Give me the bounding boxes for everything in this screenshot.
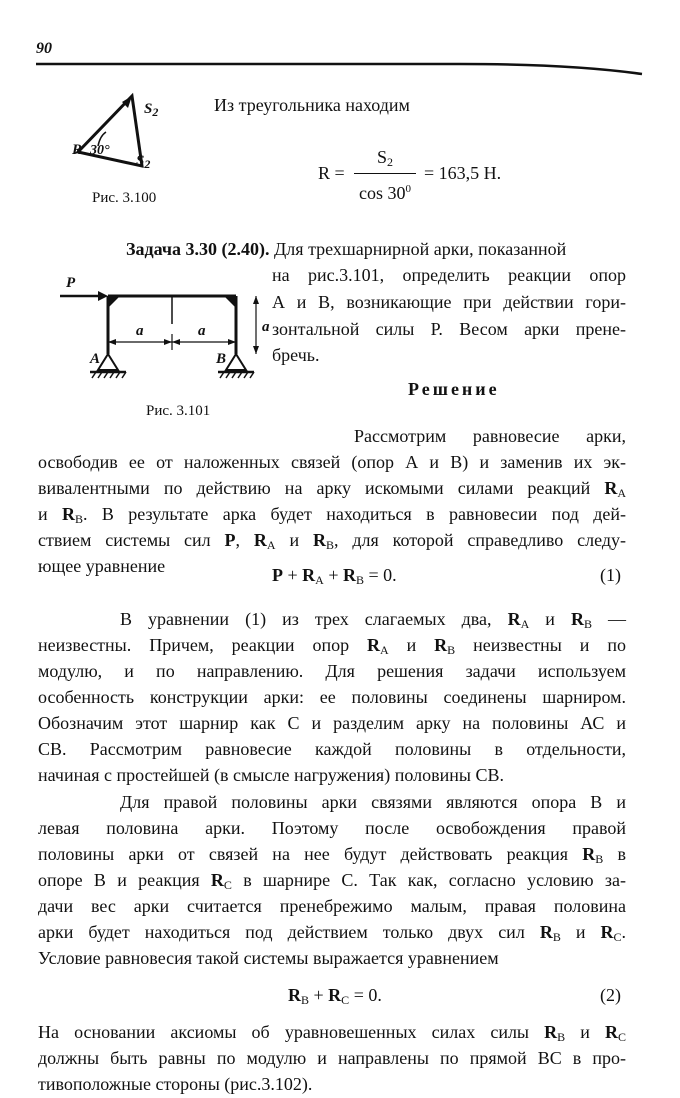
formula-numerator: $S_2$ bbox=[376, 147, 393, 169]
equation-2-number: (2) bbox=[600, 985, 621, 1005]
fig101-label-A: A bbox=[90, 351, 101, 367]
para2-line-6: СВ. Рассмотрим равновесие каждой половины в отдельности, bbox=[38, 739, 626, 759]
fig101-label-B: B bbox=[216, 351, 227, 367]
formula-denominator: $\cos 30^0$ bbox=[359, 183, 411, 203]
task-line-2: на рис.3.101, определить реакции опор bbox=[272, 265, 626, 285]
para3-line-5: дачи вес арки считается пренебрежимо малым, правая половина bbox=[38, 896, 626, 916]
para1-line-5: ствием системы сил P, $R_A$ и $R_B$, для которой справедливо следу- bbox=[38, 530, 626, 552]
para1-line-2: освободив ее от наложенных связей (опор А и В) и заменив их эк- bbox=[38, 452, 626, 472]
para2-line-5: Обозначим этот шарнир как С и разделим арку на половины АС и bbox=[38, 713, 626, 733]
para2-line-1: В уравнении (1) из трех слагаемых два, $R_A$ и $R_B$ — bbox=[120, 609, 627, 631]
equation-1-number: (1) bbox=[600, 565, 621, 585]
para2-line-2: неизвестны. Причем, реакции опор $R_A$ и $R_B$ неизвестны и по bbox=[38, 635, 626, 657]
para2-line-3: модулю, и по направлению. Для решения задачи используем bbox=[38, 661, 626, 681]
fig100-label-s2-bottom: $S_2$ bbox=[136, 153, 151, 171]
para3-line-3: половины арки от связей на нее будут действовать реакция $R_B$ в bbox=[38, 844, 626, 866]
solution-heading: Решение bbox=[408, 379, 500, 399]
para3-line-6: арки будет находиться под действием только двух сил $R_B$ и $R_C$. bbox=[38, 922, 626, 944]
figure-3-100 bbox=[70, 88, 180, 188]
para3-line-4: опоре В и реакция $R_C$ в шарнире С. Так как, согласно условию за- bbox=[38, 870, 627, 892]
para1-line-4: и $R_B$. В результате арка будет находиться в равновесии под дей- bbox=[38, 504, 626, 526]
fig100-label-angle: 30° bbox=[90, 143, 110, 158]
fig101-label-a-right: a bbox=[198, 323, 206, 339]
equation-1: $P + R_A + R_B = 0$. bbox=[272, 565, 397, 587]
page-number: 90 bbox=[36, 40, 52, 57]
para2-line-7: начиная с простейшей (в смысле нагружения) половины СВ. bbox=[38, 765, 504, 785]
task-line-3: А и В, возникающие при действии гори- bbox=[272, 292, 626, 312]
para3-line-2: левая половина арки. Поэтому после освобождения правой bbox=[38, 818, 626, 838]
para3-line-1: Для правой половины арки связями являются опора В и bbox=[120, 792, 626, 812]
task-line-1: Задача 3.30 (2.40). Для трехшарнирной арки, показанной bbox=[126, 239, 567, 259]
fig101-caption: Рис. 3.101 bbox=[146, 403, 211, 419]
fig101-label-a-left: a bbox=[136, 323, 144, 339]
fig100-label-s2-top: $S_2$ bbox=[144, 101, 159, 119]
task-line-4: зонтальной силы Р. Весом арки прене- bbox=[272, 319, 626, 339]
para4-line-3: тивоположные стороны (рис.3.102). bbox=[38, 1074, 313, 1094]
header-rule bbox=[30, 52, 650, 82]
fig100-label-r: R bbox=[72, 142, 83, 158]
intro-text: Из треугольника находим bbox=[214, 95, 410, 115]
formula-lhs: R = bbox=[318, 163, 345, 183]
para1-line-1: Рассмотрим равновесие арки, bbox=[354, 426, 626, 446]
para1-line-3: вивалентными по действию на арку искомыми силами реакций $R_A$ bbox=[38, 478, 626, 500]
para2-line-4: особенность конструкции арки: ее половины соединены шарниром. bbox=[38, 687, 626, 707]
fig101-label-p: P bbox=[66, 275, 76, 291]
fig101-label-a-vertical: a bbox=[262, 319, 270, 335]
para1-line-6: ющее уравнение bbox=[38, 556, 166, 576]
task-title: Задача 3.30 (2.40). bbox=[126, 239, 270, 259]
fraction-bar bbox=[354, 173, 416, 174]
equation-2: $R_B + R_C = 0$. bbox=[288, 985, 382, 1007]
formula-fraction bbox=[350, 144, 420, 207]
formula-rhs: = 163,5 Н. bbox=[424, 163, 502, 183]
fig100-caption: Рис. 3.100 bbox=[92, 190, 157, 206]
task-line-5: бречь. bbox=[272, 345, 320, 365]
para3-line-7: Условие равновесия такой системы выражается уравнением bbox=[38, 948, 499, 968]
para4-line-2: должны быть равны по модулю и направлены по прямой ВС в про- bbox=[38, 1048, 626, 1068]
para4-line-1: На основании аксиомы об уравновешенных силах силы $R_B$ и $R_C$ bbox=[38, 1022, 627, 1044]
